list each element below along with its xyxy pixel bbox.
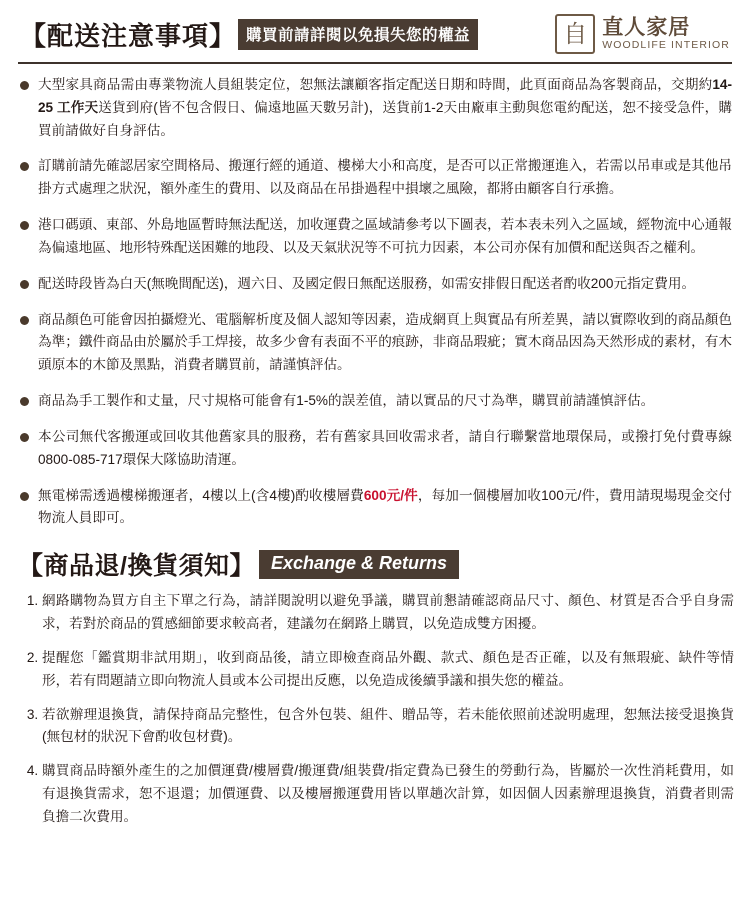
list-item: 4. 購買商品時額外產生的之加價運費/樓層費/搬運費/組裝費/指定費為已發生的勞動行為，皆屬於一次性消耗費用，如有退換貨需求，恕不退還；加價運費、以及樓層搬運費用皆以單趟次計算，如因個人因素辦理退換貨，消費者則需負擔二次費用。 — [42, 760, 734, 828]
list-item — [18, 309, 732, 377]
list-item: 1. 網路購物為買方自主下單之行為，請詳閱說明以避免爭議，購買前懇請確認商品尺寸、顏色、材質是否合乎自身需求，若對於商品的質感細節要求較高者，建議勿在網路上購買，以免造成雙方困擾。 — [42, 590, 734, 636]
note-text-part1: 配送時段皆為白天(無晚間配送)，週六日、及國定假日無配送服務，如需安排假日配送者酌收200元指定費用。 — [38, 275, 696, 291]
list-item-elevator-fee — [18, 485, 732, 531]
note-text-part1: 訂購前請先確認居家空間格局、搬運行經的通道、樓梯大小和高度，是否可以正常搬運進入，若需以吊車或是其他吊掛方式處理之狀況，額外產生的費用、以及商品在吊掛過程中損壞之風險，都將由顧客自行承擔。 — [38, 158, 732, 197]
returns-section-header — [18, 546, 734, 582]
logo-mark-icon — [555, 14, 595, 54]
note-text-part1: 大型家具商品需由專業物流人員組裝定位，恕無法讓顧客指定配送日期和時間，此頁面商品為客製商品，交期約 — [38, 77, 713, 92]
elevator-fee-highlight: 600元/件 — [363, 487, 418, 503]
list-item — [18, 214, 732, 260]
header-title-group — [20, 16, 478, 53]
list-item — [18, 155, 732, 201]
logo-text — [602, 17, 730, 50]
list-item — [18, 74, 732, 142]
note-text-part2: 送貨到府(皆不包含假日、偏遠地區天數另計)，送貨前1-2天由廠車主動與您電約配送，恕不接受急件，購買前請做好自身評估。 — [38, 99, 732, 138]
list-item — [18, 273, 732, 296]
title-badge: 購買前請詳閱以免損失您的權益 — [238, 19, 478, 50]
shipping-notes-list — [16, 74, 734, 530]
elevator-text-part1: 無電梯需透過樓梯搬運者，4樓以上(含4樓)酌收樓層費 — [38, 487, 364, 503]
logo-name-en: WOODLIFE INTERIOR — [602, 38, 730, 51]
list-item: 3. 若欲辦理退換貨，請保持商品完整性，包含外包裝、組件、贈品等，若未能依照前述說明處理，恕無法接受退換貨(無包材的狀況下會酌收包材費)。 — [42, 704, 734, 750]
note-text-part1: 商品顏色可能會因拍攝燈光、電腦解析度及個人認知等因素，造成網頁上與實品有所差異，請以實際收到的商品顏色為準；鐵件商品由於屬於手工焊接，故多少會有表面不平的痕跡，非商品瑕疵；實木商品因為天然形成的素材，有木頭原本的木節及黑點，消費者購買前，請謹慎評估。 — [38, 311, 732, 373]
brand-logo — [555, 14, 730, 54]
note-text-bold: 14-25 工作天 — [38, 77, 732, 115]
logo-glyph: 自 — [563, 20, 588, 48]
document-header — [16, 10, 734, 60]
list-item — [18, 426, 732, 472]
elevator-text-part2: ，每加一個樓層加收100元/件，費用請現場現金交付物流人員即可。 — [38, 487, 732, 526]
logo-name-cn: 直人家居 — [602, 16, 691, 40]
note-text-part1: 港口碼頭、東部、外島地區暫時無法配送，加收運費之區域請參考以下圖表，若本表未列入之區域，經物流中心通報為偏遠地區、地形特殊配送困難的地段、以及天氣狀況等不可抗力因素，本公司亦保有加價和配送與否之權利。 — [38, 217, 732, 255]
returns-title-badge: Exchange & Returns — [259, 550, 459, 579]
page-title: 【配送注意事項】 — [20, 20, 237, 51]
note-text-part1: 本公司無代客搬運或回收其他舊家具的服務，若有舊家具回收需求者，請自行聯繫當地環保局，或撥打免付費專線0800-085-717環保大隊協助清運。 — [38, 428, 732, 467]
returns-list — [16, 590, 734, 828]
list-item — [18, 390, 732, 413]
returns-title: 【商品退/換貨須知】 — [18, 552, 255, 581]
list-item: 2. 提醒您「鑑賞期非試用期」，收到商品後，請立即檢查商品外觀、款式、顏色是否正確，以及有無瑕疵、缺件等情形，若有問題請立即向物流人員或本公司提出反應，以免造成後續爭議和損失您的權益。 — [42, 647, 734, 693]
header-divider — [18, 62, 732, 64]
note-text-part1: 商品為手工製作和丈量，尺寸規格可能會有1-5%的誤差值，請以實品的尺寸為準，購買前請謹慎評估。 — [38, 393, 655, 409]
